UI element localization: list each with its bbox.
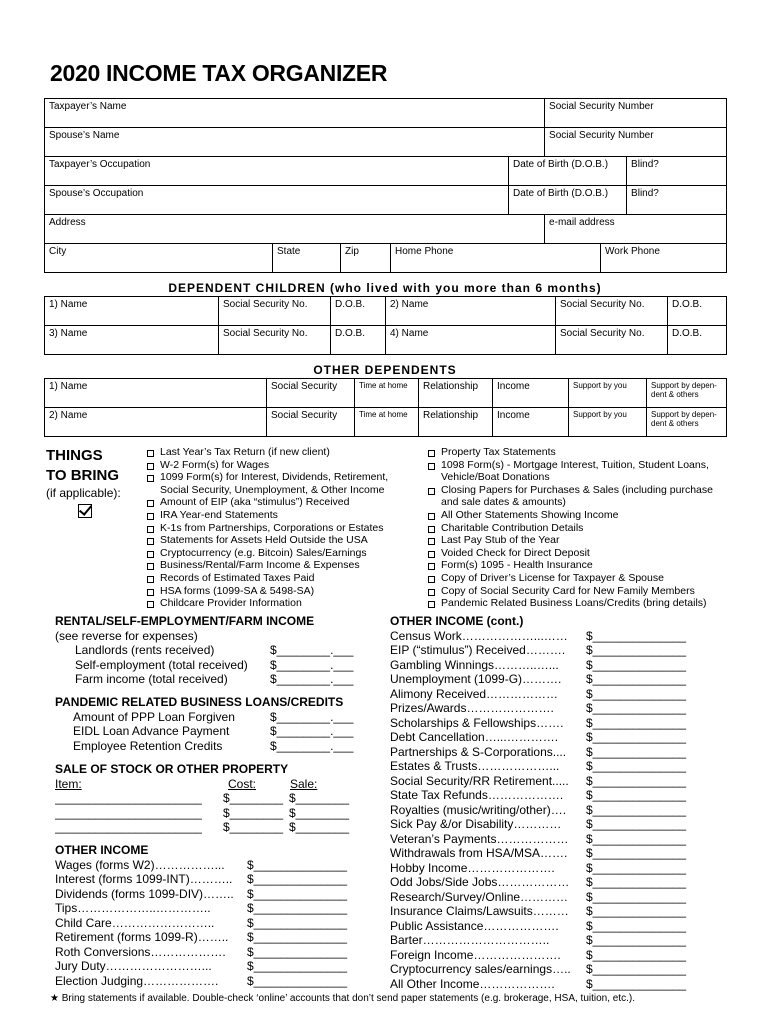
taxpayer-name-field[interactable]: Taxpayer’s Name xyxy=(45,99,545,128)
income-label: Prizes/Awards…………………. xyxy=(390,701,554,715)
list-item[interactable]: Statements for Assets Held Outside the USA xyxy=(147,534,417,547)
income-label: Hobby Income…………………. xyxy=(390,860,555,875)
income-label: Dividends (forms 1099-DIV)…….. xyxy=(55,886,234,901)
list-item[interactable]: Cryptocurrency (e.g. Bitcoin) Sales/Earnings xyxy=(147,547,417,560)
income-amount-field[interactable]: $______________ xyxy=(586,846,687,860)
stock-cost-field[interactable]: $________ xyxy=(223,820,284,834)
things-heading-line1: THINGS xyxy=(46,447,103,464)
income-label: All Other Income………………. xyxy=(390,976,555,991)
table-row xyxy=(45,297,727,326)
income-label: Foreign Income…………………. xyxy=(390,947,561,962)
income-amount-field[interactable]: $______________ xyxy=(247,944,348,959)
income-label: Estates & Trusts………………... xyxy=(390,759,560,773)
other-dependent-1-income-field[interactable]: Income xyxy=(493,379,569,408)
list-item[interactable]: 1098 Form(s) - Mortgage Interest, Tuition, Student Loans, xyxy=(428,459,728,472)
stock-item-field[interactable]: ______________________ xyxy=(55,820,202,834)
other-income-section xyxy=(55,843,385,988)
taxpayer-blind-field[interactable]: Blind? xyxy=(627,157,727,186)
taxpayer-name-row xyxy=(45,99,727,128)
list-item[interactable]: K-1s from Partnerships, Corporations or Estates xyxy=(147,522,417,535)
stock-sale-field[interactable]: $________ xyxy=(289,820,350,834)
income-amount-field[interactable]: $______________ xyxy=(586,875,687,889)
dependent-1-dob-field[interactable]: D.O.B. xyxy=(331,297,386,326)
income-amount-field[interactable]: $______________ xyxy=(586,788,687,802)
income-label: Scholarships & Fellowships……. xyxy=(390,715,564,730)
pandemic-label-ppp: Amount of PPP Loan Forgiven xyxy=(73,709,235,724)
other-dependent-1-relationship-field[interactable]: Relationship xyxy=(419,379,493,408)
address-field[interactable]: Address xyxy=(45,215,545,244)
list-item[interactable]: Charitable Contribution Details xyxy=(428,522,728,535)
dependent-3-dob-field[interactable]: D.O.B. xyxy=(331,326,386,355)
rental-amount-field[interactable]: $________.___ xyxy=(270,643,354,657)
dependent-children-heading: DEPENDENT CHILDREN (who lived with you more than 6 months) xyxy=(168,281,602,295)
pandemic-amount-field[interactable]: $________.___ xyxy=(270,709,354,724)
income-label: Alimony Received……………… xyxy=(390,686,559,701)
list-item[interactable]: HSA forms (1099-SA & 5498-SA) xyxy=(147,585,417,598)
pandemic-section xyxy=(55,695,385,753)
things-subheading: (if applicable): xyxy=(46,486,121,500)
other-dependent-2-relationship-field[interactable]: Relationship xyxy=(419,408,493,437)
dependent-1-name-field[interactable]: 1) Name xyxy=(45,297,219,326)
address-row xyxy=(45,215,727,244)
other-income-heading: OTHER INCOME xyxy=(55,843,149,857)
things-heading-line2: TO BRING xyxy=(46,467,120,484)
pandemic-label-eidl: EIDL Loan Advance Payment xyxy=(73,724,230,738)
list-item[interactable]: Business/Rental/Farm Income & Expenses xyxy=(147,559,417,572)
income-amount-field[interactable]: $______________ xyxy=(586,730,687,744)
list-item[interactable]: Amount of EIP (aka “stimulus”) Received xyxy=(147,496,417,509)
income-amount-field[interactable]: $______________ xyxy=(586,643,687,657)
income-amount-field[interactable]: $______________ xyxy=(247,857,348,872)
income-amount-field[interactable]: $______________ xyxy=(586,628,687,643)
income-amount-field[interactable]: $______________ xyxy=(586,817,687,831)
income-label: Sick Pay &/or Disability………… xyxy=(390,817,562,831)
taxpayer-ssn-field[interactable]: Social Security Number xyxy=(545,99,727,128)
taxpayer-occupation-field[interactable]: Taxpayer’s Occupation xyxy=(45,157,509,186)
state-field[interactable]: State xyxy=(273,244,341,273)
list-item: and sale dates & amounts) xyxy=(441,496,566,509)
other-dependent-2-support-others-field[interactable]: Support by depen-dent & others xyxy=(647,408,727,437)
pandemic-heading: PANDEMIC RELATED BUSINESS LOANS/CREDITS xyxy=(55,695,344,709)
list-item[interactable]: Pandemic Related Business Loans/Credits (bring details) xyxy=(428,597,728,610)
income-amount-field[interactable]: $______________ xyxy=(247,886,348,901)
stock-cost-field[interactable]: $________ xyxy=(223,791,284,805)
list-item[interactable]: Form(s) 1095 - Health Insurance xyxy=(428,559,728,572)
income-label: Cryptocurrency sales/earnings….. xyxy=(390,962,571,976)
income-label: Social Security/RR Retirement..... xyxy=(390,773,569,788)
income-amount-field[interactable]: $______________ xyxy=(586,657,687,672)
income-amount-field[interactable]: $______________ xyxy=(247,872,348,886)
list-item[interactable]: All Other Statements Showing Income xyxy=(428,509,728,522)
stock-item-field[interactable]: ______________________ xyxy=(55,791,202,805)
table-row xyxy=(45,379,727,408)
other-income-cont-heading: OTHER INCOME (cont.) xyxy=(390,614,524,628)
rental-label-self-employment: Self-employment (total received) xyxy=(75,657,248,672)
list-item[interactable]: Records of Estimated Taxes Paid xyxy=(147,572,417,585)
income-label: Retirement (forms 1099-R)…….. xyxy=(55,930,229,944)
income-label: Unemployment (1099-G)………. xyxy=(390,672,562,686)
checkmark-icon xyxy=(78,504,92,518)
spouse-occupation-row xyxy=(45,186,727,215)
other-dependent-2-name-field[interactable]: 2) Name xyxy=(45,408,267,437)
income-label: Census Work………………...…… xyxy=(390,628,568,643)
stock-sale-label: Sale: xyxy=(290,776,318,791)
list-item: Social Security, Unemployment, & Other Income xyxy=(160,483,385,496)
list-item: Vehicle/Boat Donations xyxy=(441,471,550,484)
other-dependent-1-name-field[interactable]: 1) Name xyxy=(45,379,267,408)
pandemic-amount-field[interactable]: $________.___ xyxy=(270,738,354,753)
other-dependents-table xyxy=(44,378,727,437)
income-amount-field[interactable]: $______________ xyxy=(586,715,687,730)
pandemic-amount-field[interactable]: $________.___ xyxy=(270,724,354,738)
bring-list-left xyxy=(147,446,417,610)
income-amount-field[interactable]: $______________ xyxy=(586,860,687,875)
income-label: Jury Duty……………………... xyxy=(55,959,212,973)
income-label: Public Assistance………………. xyxy=(390,918,559,933)
list-item[interactable]: Childcare Provider Information xyxy=(147,597,417,610)
city-row xyxy=(45,244,727,273)
income-label: Debt Cancellation…...…………. xyxy=(390,730,559,744)
stock-item-label: Item: xyxy=(55,776,82,791)
stock-cost-label: Cost: xyxy=(228,776,257,791)
dependent-2-name-field[interactable]: 2) Name xyxy=(386,297,556,326)
list-item[interactable]: W-2 Form(s) for Wages xyxy=(147,459,417,472)
income-label: Tips………………..………….. xyxy=(55,901,211,915)
rental-subheading: (see reverse for expenses) xyxy=(55,628,198,643)
income-label: Interest (forms 1099-INT)……….. xyxy=(55,872,233,886)
spouse-name-row xyxy=(45,128,727,157)
list-item[interactable]: Copy of Driver’s License for Taxpayer & Spouse xyxy=(428,572,728,585)
income-label: Gambling Winnings………..…... xyxy=(390,657,559,672)
table-row xyxy=(45,326,727,355)
dependent-3-name-field[interactable]: 3) Name xyxy=(45,326,219,355)
income-amount-field[interactable]: $______________ xyxy=(586,962,687,976)
income-label: Insurance Claims/Lawsuits……… xyxy=(390,904,569,918)
income-label: Roth Conversions………………. xyxy=(55,944,226,959)
income-amount-field[interactable]: $______________ xyxy=(586,759,687,773)
other-dependent-2-income-field[interactable]: Income xyxy=(493,408,569,437)
income-amount-field[interactable]: $______________ xyxy=(586,904,687,918)
income-amount-field[interactable]: $______________ xyxy=(247,930,348,944)
taxpayer-occupation-row xyxy=(45,157,727,186)
spouse-blind-field[interactable]: Blind? xyxy=(627,186,727,215)
list-item[interactable]: Last Pay Stub of the Year xyxy=(428,534,728,547)
list-item[interactable]: 1099 Form(s) for Interest, Dividends, Retirement, xyxy=(147,471,417,484)
things-to-bring-label xyxy=(46,446,121,523)
list-item[interactable]: Copy of Social Security Card for New Family Members xyxy=(428,585,728,598)
stock-heading: SALE OF STOCK OR OTHER PROPERTY xyxy=(55,762,289,776)
other-dependent-1-support-you-field[interactable]: Support by you xyxy=(569,379,647,408)
spouse-occupation-field[interactable]: Spouse’s Occupation xyxy=(45,186,509,215)
page-title: 2020 INCOME TAX ORGANIZER xyxy=(50,60,388,86)
income-amount-field[interactable]: $______________ xyxy=(586,686,687,701)
income-label: Partnerships & S-Corporations.... xyxy=(390,744,567,759)
income-amount-field[interactable]: $______________ xyxy=(586,918,687,933)
income-amount-field[interactable]: $______________ xyxy=(586,701,687,715)
income-amount-field[interactable]: $______________ xyxy=(247,915,348,930)
spouse-ssn-field[interactable]: Social Security Number xyxy=(545,128,727,157)
list-item[interactable]: Voided Check for Direct Deposit xyxy=(428,547,728,560)
income-label: EIP (“stimulus”) Received………. xyxy=(390,643,566,657)
dependent-children-table xyxy=(44,296,727,355)
income-label: Odd Jobs/Side Jobs……………… xyxy=(390,875,570,889)
stock-sale-field[interactable]: $________ xyxy=(289,791,350,805)
income-label: Barter………………………….. xyxy=(390,933,550,947)
income-label: Wages (forms W2)……………... xyxy=(55,857,225,872)
taxpayer-dob-field[interactable]: Date of Birth (D.O.B.) xyxy=(509,157,627,186)
income-label: Research/Survey/Online………… xyxy=(390,889,569,904)
income-label: Withdrawals from HSA/MSA……. xyxy=(390,846,568,860)
rental-amount-field[interactable]: $________.___ xyxy=(270,672,354,686)
list-item[interactable]: Closing Papers for Purchases & Sales (including purchase xyxy=(428,484,728,497)
other-dependent-2-support-you-field[interactable]: Support by you xyxy=(569,408,647,437)
rental-amount-field[interactable]: $________.___ xyxy=(270,657,354,672)
dependent-4-name-field[interactable]: 4) Name xyxy=(386,326,556,355)
city-field[interactable]: City xyxy=(45,244,273,273)
other-dependent-1-ssn-field[interactable]: Social Security xyxy=(267,379,355,408)
taxpayer-info-table xyxy=(44,98,727,273)
list-item[interactable]: Property Tax Statements xyxy=(428,446,728,459)
pandemic-label-retention: Employee Retention Credits xyxy=(73,738,223,753)
income-label: Royalties (music/writing/other)…. xyxy=(390,802,567,817)
income-label: State Tax Refunds………………. xyxy=(390,788,564,802)
zip-field[interactable]: Zip xyxy=(341,244,391,273)
rental-label-farm: Farm income (total received) xyxy=(75,672,228,686)
income-amount-field[interactable]: $______________ xyxy=(247,901,348,915)
other-income-cont-section xyxy=(390,614,726,991)
list-item[interactable]: IRA Year-end Statements xyxy=(147,509,417,522)
dependent-1-ssn-field[interactable]: Social Security No. xyxy=(219,297,331,326)
work-phone-field[interactable]: Work Phone xyxy=(601,244,727,273)
income-amount-field[interactable]: $______________ xyxy=(586,889,687,904)
income-amount-field[interactable]: $______________ xyxy=(586,933,687,947)
home-phone-field[interactable]: Home Phone xyxy=(391,244,601,273)
spouse-name-field[interactable]: Spouse’s Name xyxy=(45,128,545,157)
income-amount-field[interactable]: $______________ xyxy=(247,973,348,988)
other-dependent-2-ssn-field[interactable]: Social Security xyxy=(267,408,355,437)
dependent-2-dob-field[interactable]: D.O.B. xyxy=(668,297,727,326)
footer-note: ★ Bring statements if available. Double-check ‘online’ accounts that don’t send paper statements (e.g. brokerage, HSA, tuition, etc.). xyxy=(50,993,636,1004)
other-dependent-1-support-others-field[interactable]: Support by depen-dent & others xyxy=(647,379,727,408)
income-amount-field[interactable]: $______________ xyxy=(586,773,687,788)
dependent-4-ssn-field[interactable]: Social Security No. xyxy=(556,326,668,355)
table-row xyxy=(45,408,727,437)
income-label: Election Judging………………. xyxy=(55,973,219,988)
stock-sale-field[interactable]: $________ xyxy=(289,805,350,820)
dependent-3-ssn-field[interactable]: Social Security No. xyxy=(219,326,331,355)
stock-cost-field[interactable]: $________ xyxy=(223,805,284,820)
income-amount-field[interactable]: $______________ xyxy=(586,802,687,817)
income-amount-field[interactable]: $______________ xyxy=(586,672,687,686)
income-label: Child Care…………………….. xyxy=(55,915,215,930)
income-amount-field[interactable]: $______________ xyxy=(586,947,687,962)
dependent-2-ssn-field[interactable]: Social Security No. xyxy=(556,297,668,326)
other-dependent-1-time-field[interactable]: Time at home xyxy=(355,379,419,408)
income-amount-field[interactable]: $______________ xyxy=(586,976,687,991)
rental-section xyxy=(55,614,385,687)
income-amount-field[interactable]: $______________ xyxy=(586,831,687,846)
income-amount-field[interactable]: $______________ xyxy=(586,744,687,759)
income-label: Veteran’s Payments……………… xyxy=(390,831,569,846)
spouse-dob-field[interactable]: Date of Birth (D.O.B.) xyxy=(509,186,627,215)
bring-list-right xyxy=(428,446,728,610)
dependent-4-dob-field[interactable]: D.O.B. xyxy=(668,326,727,355)
rental-label-landlords: Landlords (rents received) xyxy=(75,643,215,657)
other-dependents-heading: OTHER DEPENDENTS xyxy=(313,363,457,377)
stock-item-field[interactable]: ______________________ xyxy=(55,805,202,820)
list-item[interactable]: Last Year’s Tax Return (if new client) xyxy=(147,446,417,459)
email-field[interactable]: e-mail address xyxy=(545,215,727,244)
income-amount-field[interactable]: $______________ xyxy=(247,959,348,973)
rental-heading: RENTAL/SELF-EMPLOYMENT/FARM INCOME xyxy=(55,614,315,628)
stock-section xyxy=(55,762,385,835)
other-dependent-2-time-field[interactable]: Time at home xyxy=(355,408,419,437)
